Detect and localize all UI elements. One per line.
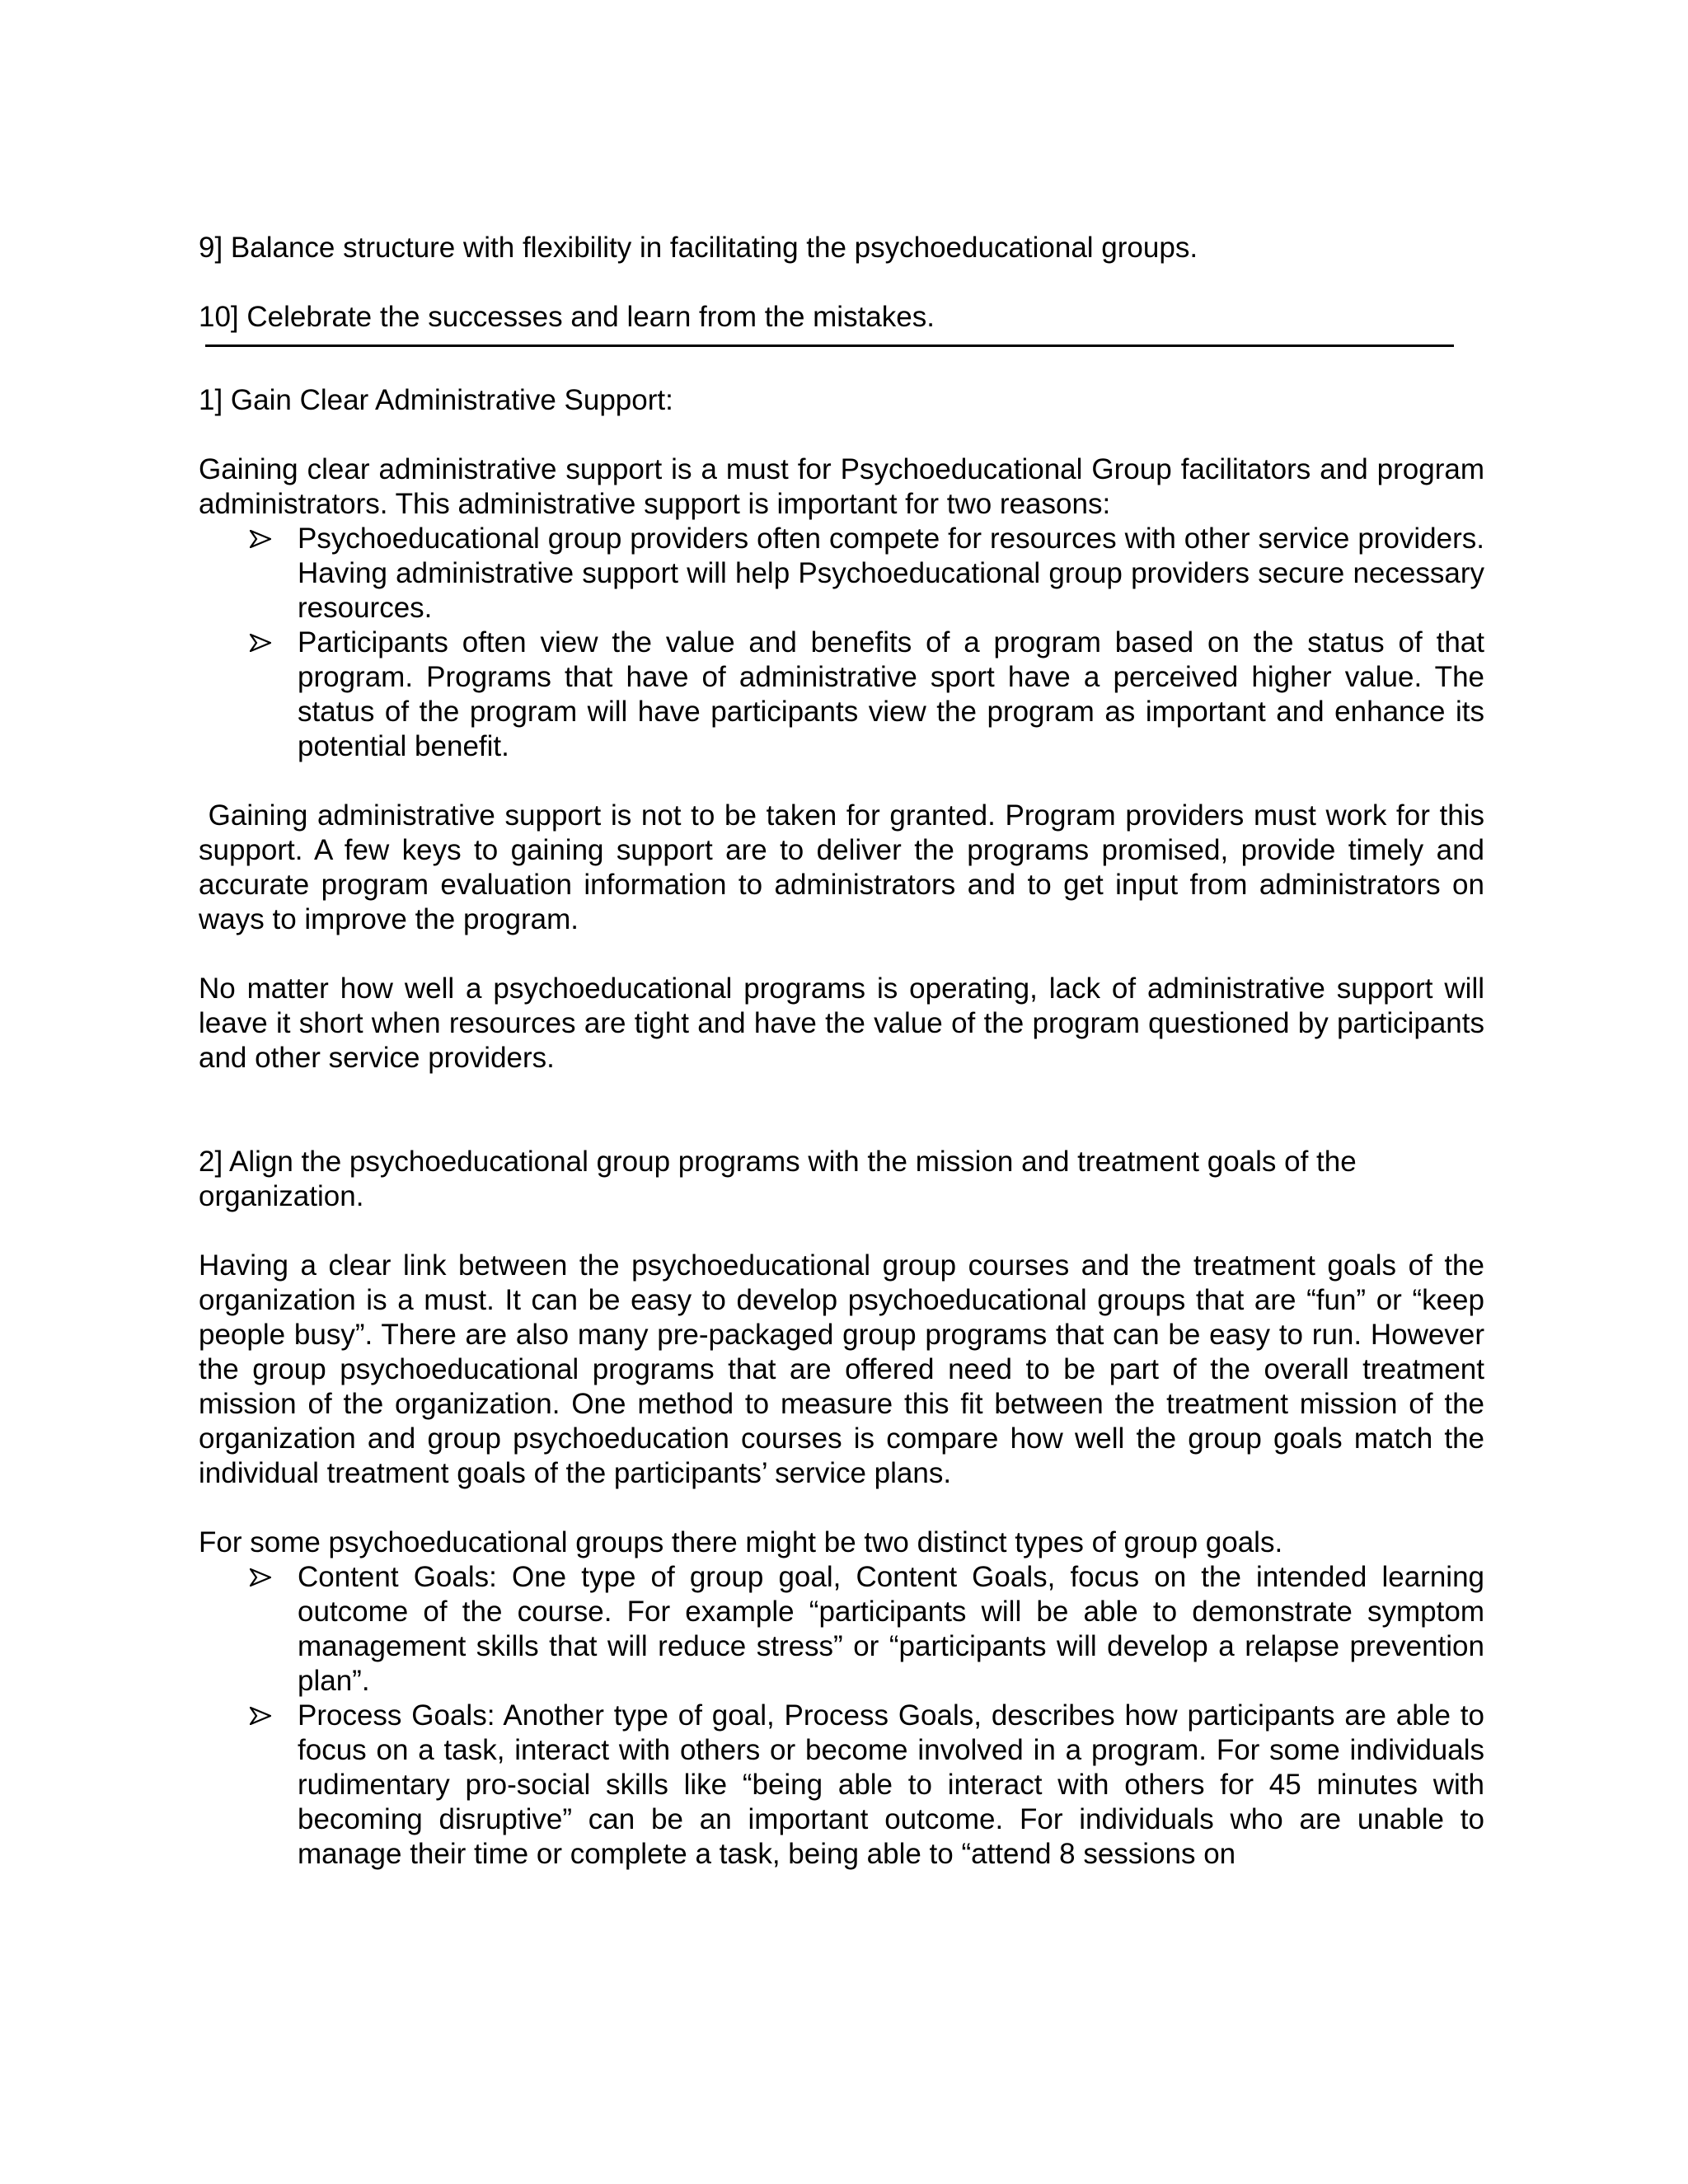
section-1-intro: Gaining clear administrative support is a must for Psychoeducational Group facilitators and program administrators. This administrative support is important for two reasons: <box>199 453 1484 520</box>
bullet-text: Participants often view the value and benefits of a program based on the status of that program. Programs that have of administrative sport have a perceived higher value. The status of the program will have participants view the program as important and enhance its potential benefit. <box>298 626 1484 762</box>
section-2-paragraph-2: For some psychoeducational groups there might be two distinct types of group goals. <box>199 1526 1283 1558</box>
bullet-text: Content Goals: One type of group goal, Content Goals, focus on the intended learning outcome of the course. For example “participants will be able to demonstrate symptom management skills that will reduce stress” or “participants will develop a relapse prevention plan”. <box>298 1561 1484 1697</box>
arrowhead-bullet-icon <box>250 522 283 556</box>
arrowhead-bullet-icon <box>250 1699 283 1733</box>
list-item-9: 9] Balance structure with flexibility in facilitating the psychoeducational groups. <box>199 232 1198 264</box>
section-2-bullet-list <box>199 1560 1484 1872</box>
horizontal-divider <box>205 344 1454 347</box>
section-1-paragraph-3: No matter how well a psychoeducational programs is operating, lack of administrative support will leave it short when resources are tight and have the value of the program questioned by participants and other service providers. <box>199 972 1484 1074</box>
list-item <box>199 626 1484 764</box>
list-item-10: 10] Celebrate the successes and learn from the mistakes. <box>199 301 935 333</box>
document-body <box>199 231 1493 1872</box>
list-item <box>199 1699 1484 1872</box>
list-item <box>199 1560 1484 1699</box>
section-1-heading: 1] Gain Clear Administrative Support: <box>199 384 673 416</box>
section-2-heading: 2] Align the psychoeducational group programs with the mission and treatment goals of the organization. <box>199 1146 1357 1212</box>
arrowhead-bullet-icon <box>250 1560 283 1595</box>
bullet-text: Psychoeducational group providers often compete for resources with other service providers. Having administrative support will help Psychoeducational group providers secure necessary resources. <box>298 523 1484 624</box>
list-item <box>199 522 1484 626</box>
bullet-text: Process Goals: Another type of goal, Process Goals, describes how participants are able to focus on a task, interact with others or become involved in a program. For some individuals rudimentary pro-social skills like “being able to interact with others for 45 minutes with becoming disruptive” can be an important outcome. For individuals who are unable to manage their time or complete a task, being able to “attend 8 sessions on <box>298 1699 1484 1870</box>
arrowhead-bullet-icon <box>250 626 283 660</box>
section-1-bullet-list <box>199 522 1484 764</box>
section-1-paragraph-2: Gaining administrative support is not to be taken for granted. Program providers must work for this support. A few keys to gaining support are to deliver the programs promised, provide timely and accurate program evaluation information to administrators and to get input from administrators on ways to improve the program. <box>199 799 1493 935</box>
section-2-paragraph-1: Having a clear link between the psychoeducational group courses and the treatment goals of the organization is a must. It can be easy to develop psychoeducational groups that are “fun” or “keep people busy”. There are also many pre-packaged group programs that can be easy to run. However the group psychoeducational programs that are offered need to be part of the overall treatment mission of the organization. One method to measure this fit between the treatment mission of the organization and group psychoeducation courses is compare how well the group goals match the individual treatment goals of the participants’ service plans. <box>199 1249 1484 1489</box>
